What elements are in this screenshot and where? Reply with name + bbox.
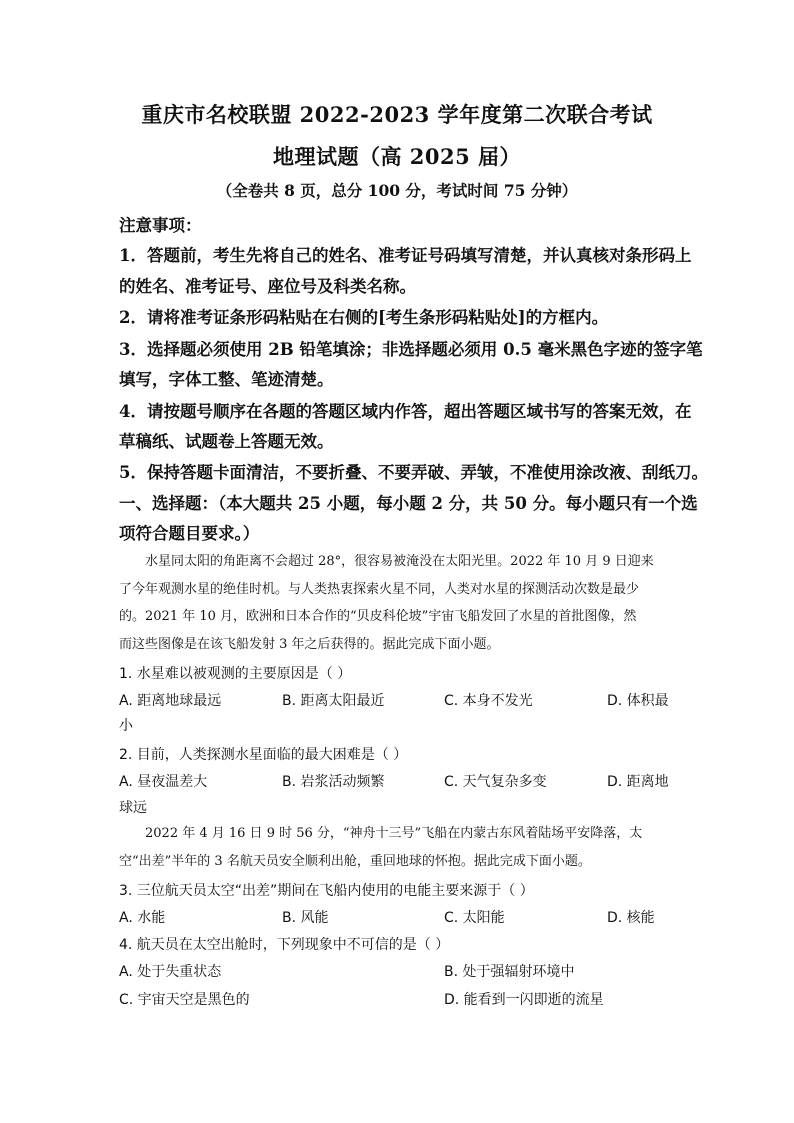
notice-item-3-cont: 填写，字体工整、笔迹清楚。 xyxy=(119,370,334,389)
notice-item-4: 4．请按题号顺序在各题的答题区域内作答，超出答题区域书写的答案无效，在 xyxy=(119,402,692,421)
passage-1-line: 水星同太阳的角距离不会超过 28°，很容易被淹没在太阳光里。2022 年 10 月 9 日迎来 xyxy=(145,554,654,569)
question-1-option-a: A. 距离地球最远 xyxy=(119,693,222,709)
passage-1-line: 了今年观测水星的绝佳时机。与人类热衷探索火星不同，人类对水星的探测活动次数是最少 xyxy=(119,581,640,597)
question-1-stem: 1. 水星难以被观测的主要原因是（ ） xyxy=(119,666,352,682)
question-3-option-a: A. 水能 xyxy=(119,910,166,926)
passage-1 xyxy=(119,548,675,658)
question-3-stem: 3. 三位航天员太空“出差”期间在飞船内使用的电能主要来源于（ ） xyxy=(119,883,534,899)
question-3-option-c: C. 太阳能 xyxy=(444,910,505,926)
question-2-option-b: B. 岩浆活动频繁 xyxy=(282,774,385,790)
question-1-option-b: B. 距离太阳最近 xyxy=(282,693,385,709)
question-2-stem: 2. 目前，人类探测水星面临的最大困难是（ ） xyxy=(119,747,408,763)
question-4-option-b: B. 处于强辐射环境中 xyxy=(444,964,575,980)
question-2-option-d: D. 距离地 xyxy=(607,774,669,790)
question-3-option-d: D. 核能 xyxy=(607,910,655,926)
question-1-option-c: C. 本身不发光 xyxy=(444,693,533,709)
question-2-option-a: A. 昼夜温差大 xyxy=(119,774,208,790)
question-4-option-c: C. 宇宙天空是黑色的 xyxy=(119,992,250,1008)
question-4-option-a: A. 处于失重状态 xyxy=(119,964,222,980)
question-3-option-b: B. 风能 xyxy=(282,910,329,926)
passage-2 xyxy=(119,820,675,875)
exam-subject-title: 地理试题（高 2025 届） xyxy=(272,144,522,169)
question-2-option-d-cont: 球远 xyxy=(119,800,147,816)
passage-1-line: 的。2021 年 10 月，欧洲和日本合作的“贝皮科伦坡”宇宙飞船发回了水星的首批图像，然 xyxy=(119,609,637,624)
question-2-option-c: C. 天气复杂多变 xyxy=(444,774,547,790)
exam-title: 重庆市名校联盟 2022-2023 学年度第二次联合考试 xyxy=(141,102,653,127)
exam-info: （全卷共 8 页，总分 100 分，考试时间 75 分钟） xyxy=(216,181,578,200)
question-1-option-d: D. 体积最 xyxy=(607,693,669,709)
passage-2-line: 空“出差”半年的 3 名航天员安全顺利出舱，重回地球的怀抱。据此完成下面小题。 xyxy=(119,853,591,869)
notice-item-1-cont: 的姓名、准考证号、座位号及科类名称。 xyxy=(119,277,416,296)
question-4-stem: 4. 航天员在太空出舱时，下列现象中不可信的是（ ） xyxy=(119,937,450,953)
notice-item-5: 5．保持答题卡面清洁，不要折叠、不要弄破、弄皱，不准使用涂改液、刮纸刀。 xyxy=(119,463,708,482)
passage-1-line: 而这些图像是在该飞船发射 3 年之后获得的。据此完成下面小题。 xyxy=(119,636,500,652)
section1-heading-cont: 项符合题目要求。） xyxy=(119,524,260,543)
notice-heading: 注意事项： xyxy=(119,216,202,235)
notice-item-4-cont: 草稿纸、试题卷上答题无效。 xyxy=(119,432,334,451)
notice-item-1: 1．答题前，考生先将自己的姓名、准考证号码填写清楚，并认真核对条形码上 xyxy=(119,246,692,265)
notice-item-3: 3．选择题必须使用 2B 铅笔填涂；非选择题必须用 0.5 毫米黑色字迹的签字笔 xyxy=(119,340,703,359)
section1-heading: 一、选择题：（本大题共 25 小题，每小题 2 分，共 50 分。每小题只有一个选 xyxy=(119,494,698,513)
question-1-option-d-cont: 小 xyxy=(119,718,133,734)
notice-item-2: 2．请将准考证条形码粘贴在右侧的[考生条形码粘贴处]的方框内。 xyxy=(119,308,609,327)
question-4-option-d: D. 能看到一闪即逝的流星 xyxy=(444,992,604,1008)
passage-2-line: 2022 年 4 月 16 日 9 时 56 分，“神舟十三号”飞船在内蒙古东风着陆场平安降落，太 xyxy=(145,826,643,841)
